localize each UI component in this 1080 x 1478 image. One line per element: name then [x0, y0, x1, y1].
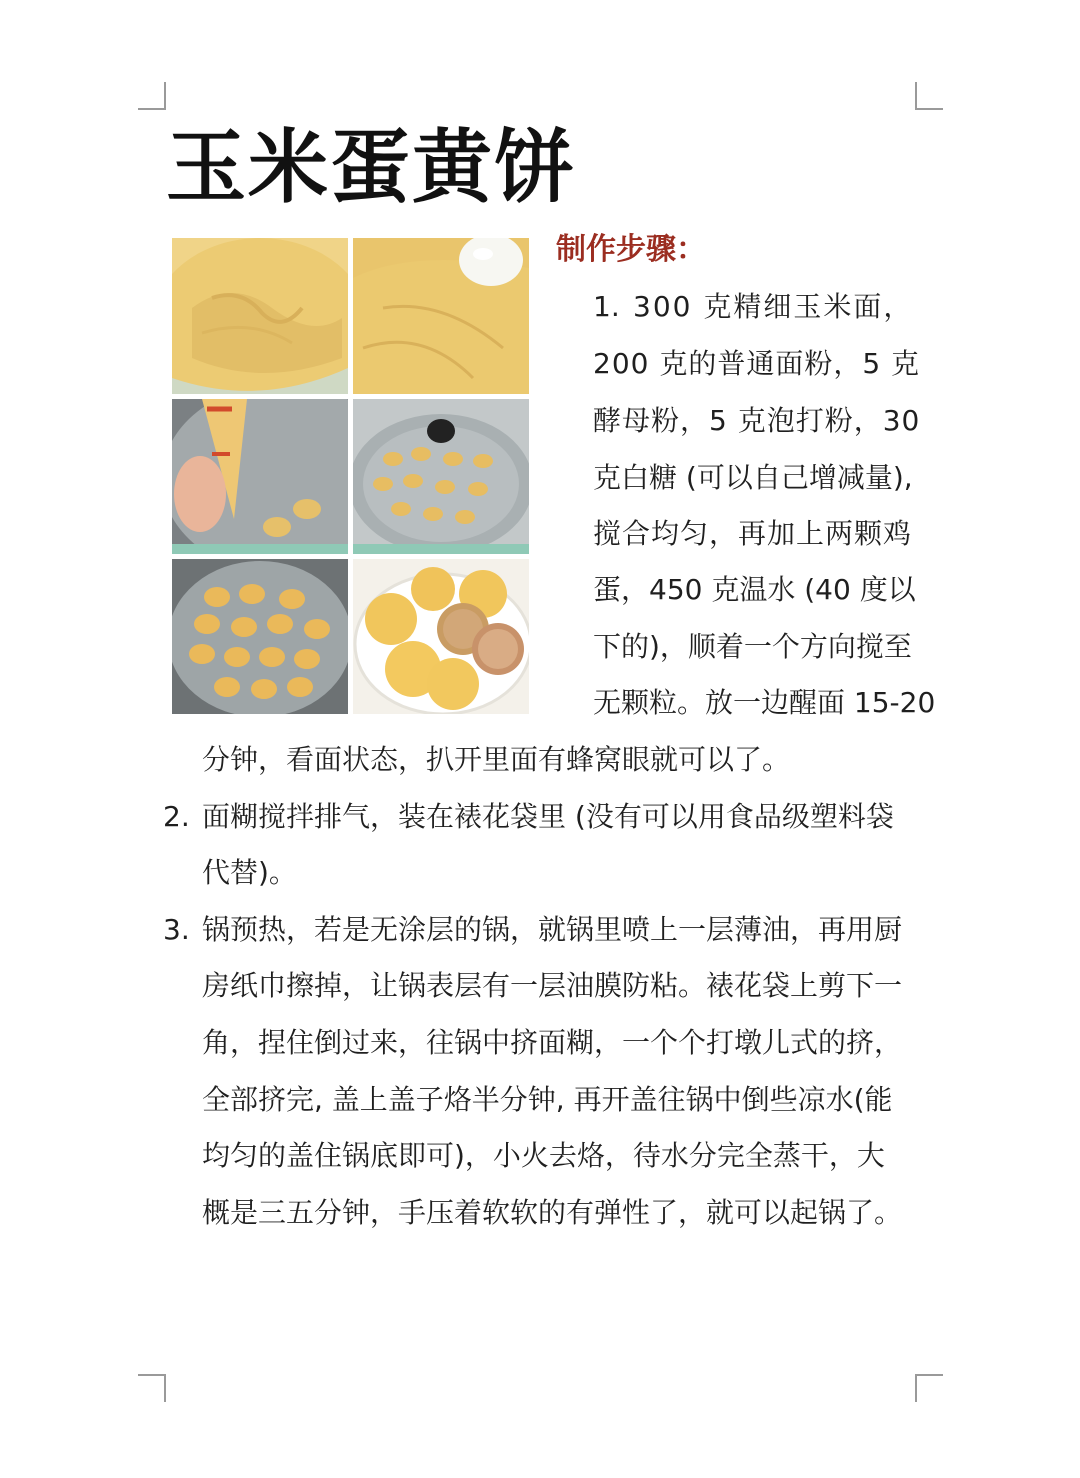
- step-3-line-3: 角，捏住倒过来，往锅中挤面糊，一个个打墩儿式的挤，: [202, 1026, 903, 1059]
- page-corner-mark-top-left: [138, 82, 166, 110]
- photo-pan-lid: [353, 399, 529, 554]
- page-corner-mark-top-right: [915, 82, 943, 110]
- step-1-line-6: 蛋，450 克温水 (40 度以: [593, 573, 916, 606]
- step-3-line-6: 概是三五分钟，手压着软软的有弹性了，就可以起锅了。: [202, 1196, 903, 1229]
- photo-batter-egg: [353, 238, 529, 394]
- step-3-line-4: 全部挤完, 盖上盖子烙半分钟, 再开盖往锅中倒些凉水(能: [202, 1083, 893, 1116]
- step-1-line-3: 酵母粉，5 克泡打粉，30: [593, 404, 921, 437]
- step-3-line-5: 均匀的盖住锅底即可)，小火去烙，待水分完全蒸干，大: [202, 1139, 885, 1172]
- step-2-line-1: 面糊搅拌排气，装在裱花袋里 (没有可以用食品级塑料袋: [202, 800, 894, 833]
- step-1-line-7: 下的)，顺着一个方向搅至: [593, 630, 912, 663]
- page-corner-mark-bottom-right: [915, 1374, 943, 1402]
- photo-plated-cakes: [353, 559, 529, 714]
- step-2-number: 2.: [163, 800, 190, 833]
- photo-grid: [172, 238, 529, 714]
- step-1-line-4: 克白糖 (可以自己增减量),: [593, 461, 913, 494]
- photo-batter-bowl: [172, 238, 348, 394]
- photo-cakes-in-pan: [172, 559, 348, 714]
- step-1-line-8: 无颗粒。放一边醒面 15-20: [593, 686, 936, 719]
- step-3-line-2: 房纸巾擦掉，让锅表层有一层油膜防粘。裱花袋上剪下一: [202, 969, 903, 1002]
- photo-piping-bag: [172, 399, 348, 554]
- step-1-line-5: 搅合均匀，再加上两颗鸡: [593, 517, 913, 550]
- step-1-number: 1.: [593, 290, 620, 323]
- page-corner-mark-bottom-left: [138, 1374, 166, 1402]
- step-1-line-9: 分钟，看面状态，扒开里面有蜂窝眼就可以了。: [202, 743, 791, 776]
- step-1-line-1: 300 克精细玉米面，: [633, 290, 914, 323]
- step-3-number: 3.: [163, 913, 190, 946]
- page-title: 玉米蛋黄饼: [166, 121, 576, 214]
- step-2-line-2: 代替)。: [202, 856, 297, 889]
- step-1-line-2: 200 克的普通面粉，5 克: [593, 347, 921, 380]
- step-3-line-1: 锅预热，若是无涂层的锅，就锅里喷上一层薄油，再用厨: [202, 913, 903, 946]
- steps-heading: 制作步骤：: [556, 232, 706, 267]
